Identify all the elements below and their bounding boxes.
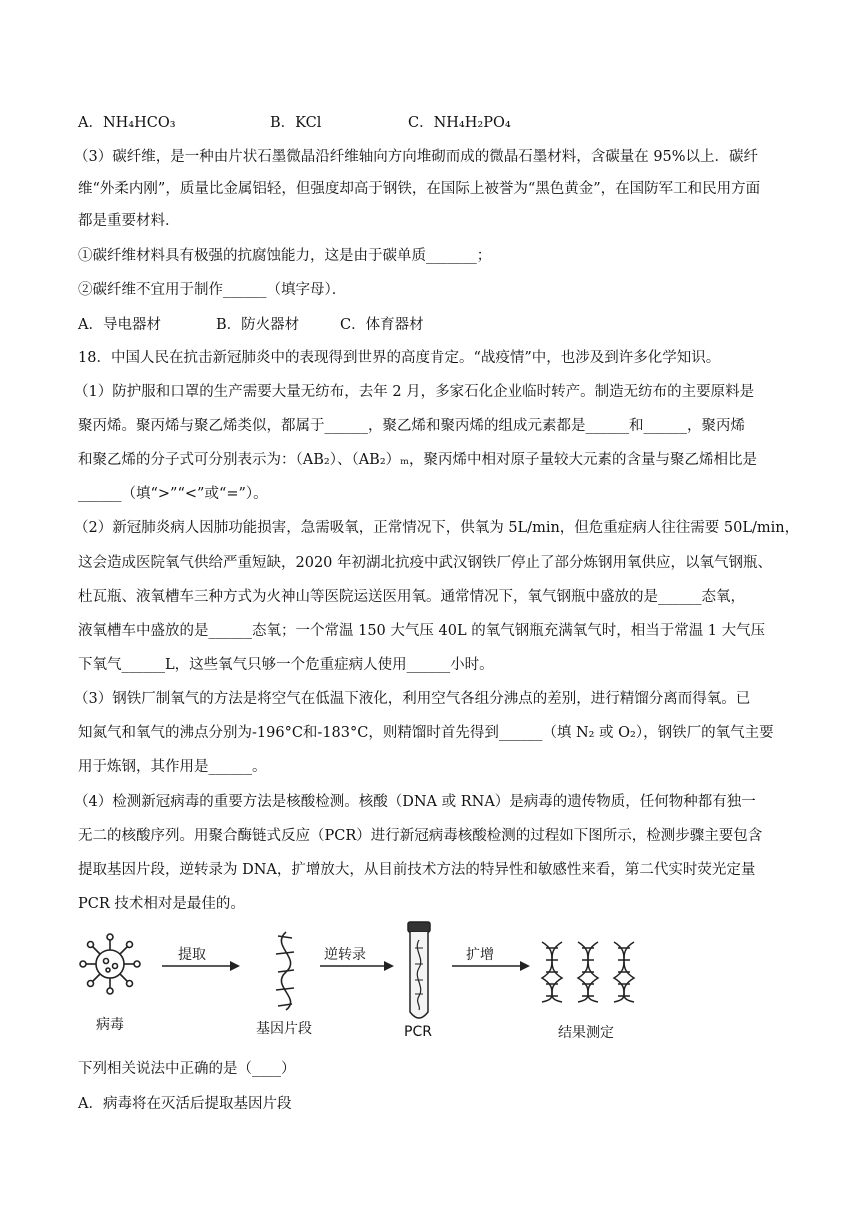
q18-p2-line2: 这会造成医院氧气供给严重短缺，2020 年初湖北抗疫中武汉钢铁厂停止了部分炼钢用氧供应，以氧气钢瓶、 <box>78 555 773 571</box>
q18-p4-line3: 提取基因片段，逆转录为 DNA，扩增放大，从目前技术方法的特异性和敏感性来看，第二代实时荧光定量 <box>78 862 756 878</box>
q18-p2-line3: 杜瓦瓶、液氧槽车三种方式为火神山等医院运送医用氧。通常情况下，氧气钢瓶中盛放的是______态氧， <box>78 589 745 605</box>
option-b: B．KCl <box>270 115 322 131</box>
q17-3-options <box>78 314 788 336</box>
extract-label: 提取 <box>178 947 206 963</box>
virus-label: 病毒 <box>96 1017 124 1033</box>
options-row <box>78 112 788 134</box>
q18-stem: 18．中国人民在抗击新冠肺炎中的表现得到世界的高度肯定。“战疫情”中，也涉及到许多化学知识。 <box>78 350 721 366</box>
q18-p4-line1: （4）检测新冠病毒的重要方法是核酸检测。核酸（DNA 或 RNA）是病毒的遗传物质，任何物种都有独一 <box>74 794 756 810</box>
pcr-tube-icon <box>408 922 430 1018</box>
q18-p4-line2: 无二的核酸序列。用聚合酶链式反应（PCR）进行新冠病毒核酸检测的过程如下图所示，检测步骤主要包含 <box>78 828 763 844</box>
option-c: C．体育器材 <box>340 317 424 333</box>
amplify-label: 扩增 <box>466 947 494 963</box>
q18-p2-line1: （2）新冠肺炎病人因肺功能损害，急需吸氧，正常情况下，供氧为 5L/min，但危重症病人往往需要 50L/min， <box>74 520 800 536</box>
dna-helix-icon <box>542 942 634 1002</box>
q17-3-line2: 维“外柔内刚”，质量比金属铝轻，但强度却高于钢铁，在国际上被誉为“黑色黄金”，在国防军工和民用方面 <box>78 181 761 197</box>
q18-p2-line4: 液氧槽车中盛放的是______态氧；一个常温 150 大气压 40L 的氧气钢瓶充满氧气时，相当于常温 1 大气压 <box>78 623 766 639</box>
pcr-label: PCR <box>404 1024 432 1040</box>
q18-p1-line4: ______（填“>”“<”或“=”）。 <box>78 486 268 502</box>
reverse-transcription-label: 逆转录 <box>324 947 366 963</box>
gene-fragment-icon <box>276 932 294 1010</box>
question-prompt: 下列相关说法中正确的是（____） <box>78 1061 296 1077</box>
q18-p1-line1: （1）防护服和口罩的生产需要大量无纺布，去年 2 月，多家石化企业临时转产。制造无纺布的主要原料是 <box>74 384 755 400</box>
q18-p1-line2: 聚丙烯。聚丙烯与聚乙烯类似，都属于______，聚乙烯和聚丙烯的组成元素都是______和______，聚丙烯 <box>78 418 745 434</box>
q17-3-line3: 都是重要材料． <box>78 213 180 229</box>
q18-p1-line3: 和聚乙烯的分子式可分别表示为：（AB₂）、（AB₂）ₘ，聚丙烯中相对原子量较大元素的含量与聚乙烯相比是 <box>78 452 758 468</box>
q18-p4-line4: PCR 技术相对是最佳的。 <box>78 896 245 912</box>
q18-p3-line3: 用于炼钢，其作用是______。 <box>78 759 267 775</box>
option-b: B．防火器材 <box>216 317 300 333</box>
pcr-process-diagram <box>72 920 652 1050</box>
q18-p3-line1: （3）钢铁厂制氧气的方法是将空气在低温下液化，利用空气各组分沸点的差别，进行精馏分离而得氧。已 <box>74 691 751 707</box>
result-label: 结果测定 <box>558 1025 614 1041</box>
option-c: C．NH₄H₂PO₄ <box>408 115 511 131</box>
option-a: A．NH₄HCO₃ <box>78 115 176 131</box>
q18-p3-line2: 知氮气和氧气的沸点分别为-196°C和-183°C，则精馏时首先得到______（填 N₂ 或 O₂），钢铁厂的氧气主要 <box>78 725 774 741</box>
q18-p2-line5: 下氧气______L，这些氧气只够一个危重症病人使用______小时。 <box>78 657 494 673</box>
option-a-tail: A．病毒将在灭活后提取基因片段 <box>78 1096 292 1112</box>
gene-fragment-label: 基因片段 <box>256 1021 312 1037</box>
q17-3-sub1: ①碳纤维材料具有极强的抗腐蚀能力，这是由于碳单质_______； <box>78 248 492 264</box>
option-a: A．导电器材 <box>78 317 161 333</box>
q17-3-line1: （3）碳纤维，是一种由片状石墨微晶沿纤维轴向方向堆砌而成的微晶石墨材料，含碳量在 95%以上．碳纤 <box>74 149 759 165</box>
virus-icon <box>80 934 140 994</box>
q17-3-sub2: ②碳纤维不宜用于制作______（填字母）． <box>78 282 347 298</box>
